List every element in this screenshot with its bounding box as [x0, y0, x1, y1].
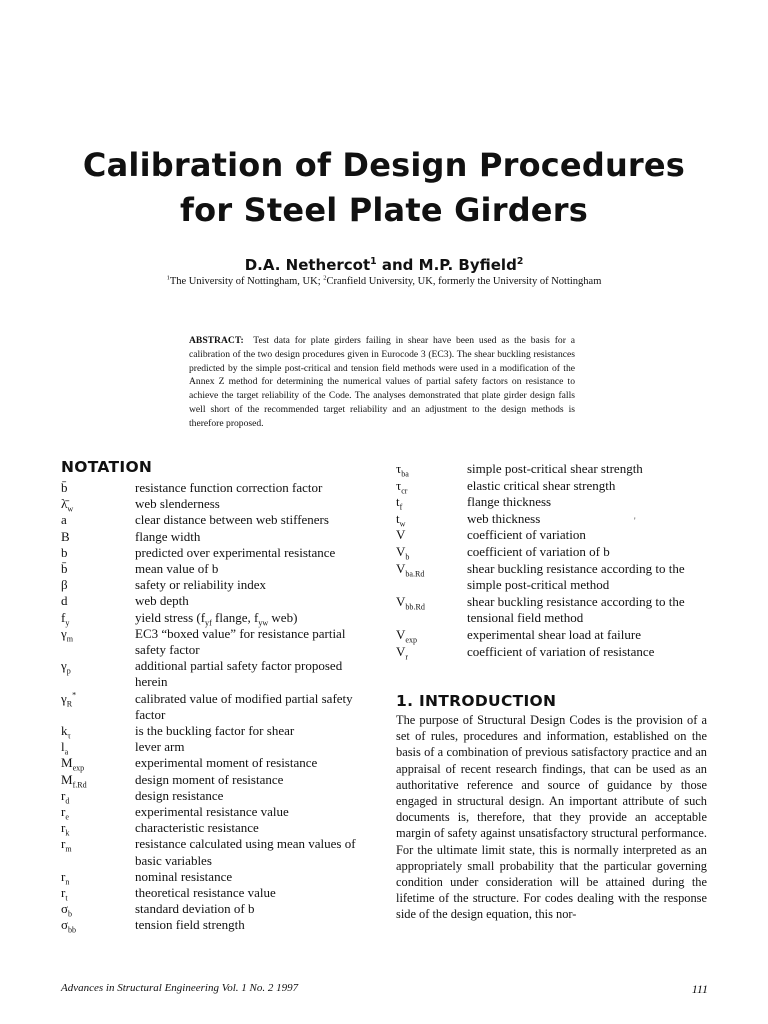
notation-symbol	[61, 561, 68, 577]
symbol-subscript: m	[66, 634, 74, 644]
symbol-subscript: y	[65, 618, 70, 628]
notation-symbol	[396, 644, 408, 660]
symbol-subscript: exp	[405, 635, 418, 645]
notation-definition	[135, 658, 342, 674]
notation-definition	[135, 545, 335, 561]
symbol-base: τ	[396, 461, 402, 476]
abstract-text: Test data for plate girders failing in shear have been used as the basis for a calibration of the two design procedures given in Eurocode 3 (EC3). The shear buckling resistances predicted by the simple post-critical and tension field methods were used in a modification of the Annex Z method for determining the numerical values of partial safety factors on resistance to achieve the target reliability of the Code. The analyses demonstrated that plate girder design falls well short of the recommended target reliability and an adjustment to the design methods is therefore proposed.	[189, 335, 576, 429]
author-conjunction: and	[376, 256, 419, 274]
journal-citation: Advances in Structural Engineering Vol. 1 No. 2 1997	[61, 982, 299, 994]
definition-text: coefficient of variation of resistance	[467, 643, 655, 659]
definition-text: tensional field method	[467, 610, 584, 626]
symbol-base: V	[396, 643, 406, 659]
notation-symbol	[61, 658, 71, 674]
symbol-base: σ	[61, 917, 69, 933]
definition-text: theoretical resistance value	[135, 885, 276, 900]
introduction-heading: 1. INTRODUCTION	[396, 692, 557, 710]
symbol-subscript: w	[399, 519, 406, 529]
notation-definition	[135, 739, 184, 755]
symbol-subscript: k	[65, 828, 70, 838]
definition-text: safety or reliability index	[135, 577, 267, 593]
symbol-base: l	[61, 739, 65, 755]
notation-symbol	[396, 594, 425, 610]
definition-subscript: yw	[258, 618, 269, 628]
notation-definition	[135, 836, 356, 852]
notation-definition	[467, 610, 583, 626]
author-byfield: M.P. Byfield	[418, 256, 517, 274]
notation-symbol	[61, 480, 68, 496]
definition-text: standard deviation of b	[135, 901, 255, 917]
notation-symbol	[61, 772, 87, 788]
notation-symbol	[61, 885, 68, 901]
notation-definition	[467, 644, 654, 660]
symbol-subscript: p	[66, 666, 71, 676]
definition-text: web depth	[135, 593, 189, 609]
symbol-superscript: *	[72, 690, 77, 700]
notation-definition	[467, 544, 610, 560]
notation-symbol	[396, 527, 405, 543]
symbol-base: r	[61, 868, 66, 884]
notation-definition	[467, 478, 615, 494]
symbol-subscript: w	[67, 504, 74, 514]
notation-definition	[135, 674, 167, 690]
author-nethercot: D.A. Nethercot	[244, 256, 371, 274]
notation-definition	[135, 755, 317, 771]
symbol-base: γ	[61, 625, 67, 641]
author-list	[0, 256, 768, 274]
definition-text: simple post-critical shear strength	[467, 461, 643, 476]
notation-symbol	[396, 494, 402, 510]
notation-symbol	[396, 461, 409, 477]
notation-definition	[135, 561, 218, 577]
symbol-subscript: f.Rd	[72, 780, 87, 790]
notation-symbol	[61, 820, 69, 836]
stray-mark: '	[634, 516, 636, 526]
notation-symbol	[61, 869, 69, 885]
symbol-base: V	[396, 593, 406, 609]
affiliation-1-sup: 1	[166, 274, 170, 282]
definition-text: shear buckling resistance according to the	[467, 593, 685, 609]
definition-text: herein	[135, 674, 168, 690]
symbol-subscript: bb.Rd	[405, 602, 425, 612]
notation-definition	[135, 480, 322, 496]
notation-symbol	[61, 917, 76, 933]
notation-symbol	[61, 723, 71, 739]
notation-symbol	[61, 626, 73, 642]
symbol-base: d	[61, 593, 68, 609]
symbol-subscript: b	[68, 909, 73, 919]
notation-definition	[467, 594, 685, 610]
definition-text: design moment of resistance	[135, 771, 284, 787]
abstract	[189, 334, 575, 431]
definition-text: basic variables	[135, 852, 212, 868]
definition-text: design resistance	[135, 787, 224, 803]
symbol-base: a	[61, 512, 67, 528]
symbol-base: γ	[61, 690, 67, 706]
notation-definition	[467, 561, 685, 577]
symbol-base: τ	[396, 477, 402, 493]
notation-definition	[135, 869, 232, 885]
notation-definition	[467, 494, 551, 510]
notation-symbol	[61, 545, 68, 561]
symbol-base: V	[396, 544, 406, 559]
notation-definition	[467, 511, 540, 527]
affiliation-1: The University of Nottingham, UK;	[169, 276, 324, 287]
notation-definition	[135, 788, 223, 804]
notation-definition	[135, 707, 165, 723]
notation-symbol	[61, 788, 69, 804]
symbol-base: r	[61, 836, 66, 852]
notation-definition	[135, 626, 345, 642]
notation-definition	[467, 527, 586, 543]
notation-heading: NOTATION	[61, 458, 153, 476]
notation-symbol	[61, 577, 68, 593]
notation-definition	[135, 804, 289, 820]
notation-definition	[135, 820, 259, 836]
definition-text: coefficient of variation	[467, 527, 586, 543]
notation-definition	[135, 577, 266, 593]
symbol-subscript: b	[405, 552, 410, 562]
symbol-base: β	[61, 577, 68, 593]
abstract-label: ABSTRACT:	[189, 335, 244, 346]
symbol-base: σ	[61, 901, 69, 917]
symbol-subscript: τ	[67, 731, 71, 741]
definition-text: characteristic resistance	[135, 820, 259, 836]
notation-symbol	[61, 529, 70, 545]
symbol-base: t	[396, 510, 400, 526]
symbol-base: λ̄	[61, 496, 68, 512]
symbol-base: b̄	[61, 480, 68, 495]
symbol-subscript: m	[65, 844, 72, 854]
notation-symbol	[396, 544, 409, 560]
notation-definition	[135, 691, 353, 707]
definition-text: resistance function correction factor	[135, 480, 323, 495]
definition-text: simple post-critical method	[467, 577, 610, 593]
definition-text: experimental resistance value	[135, 804, 289, 819]
symbol-base: r	[61, 804, 66, 819]
notation-definition	[467, 461, 643, 477]
symbol-subscript: ba	[401, 469, 409, 479]
symbol-subscript: ba.Rd	[405, 569, 425, 579]
symbol-subscript: bb	[68, 925, 77, 935]
definition-text: mean value of b	[135, 561, 219, 576]
paper-title	[0, 143, 768, 233]
symbol-subscript: r	[405, 652, 409, 662]
notation-definition	[135, 723, 294, 739]
notation-definition	[135, 853, 212, 869]
page-number: 111	[691, 982, 708, 996]
symbol-subscript: R	[66, 699, 73, 709]
symbol-base: γ	[61, 658, 67, 674]
notation-symbol	[396, 627, 417, 643]
definition-text: shear buckling resistance according to the	[467, 560, 685, 576]
notation-definition	[135, 917, 245, 933]
notation-definition	[135, 512, 329, 528]
definition-text: yield stress (f	[135, 609, 206, 625]
notation-symbol	[396, 511, 405, 527]
definition-text: resistance calculated using mean values of	[135, 836, 356, 852]
symbol-subscript: t	[65, 893, 68, 903]
definition-text: web thickness	[467, 510, 541, 526]
symbol-base: M	[61, 771, 73, 787]
definition-subscript: yf	[205, 618, 212, 628]
definition-text: flange thickness	[467, 494, 552, 510]
title-line-2: for Steel Plate Girders	[180, 191, 588, 229]
symbol-subscript: cr	[401, 486, 408, 496]
notation-symbol	[61, 836, 72, 852]
symbol-base: r	[61, 820, 66, 836]
definition-text: tension field strength	[135, 917, 245, 933]
notation-definition	[135, 593, 189, 609]
notation-definition	[135, 496, 220, 512]
notation-definition	[135, 885, 276, 901]
symbol-base: k	[61, 723, 68, 738]
definition-text: additional partial safety factor proposed	[135, 658, 343, 674]
notation-definition	[135, 529, 200, 545]
notation-definition	[135, 772, 283, 788]
affiliation-2-sup: 2	[323, 274, 327, 282]
notation-definition	[135, 610, 297, 626]
definition-text: elastic critical shear strength	[467, 477, 616, 493]
definition-text: lever arm	[135, 739, 185, 755]
definition-text: nominal resistance	[135, 868, 233, 884]
symbol-base: f	[61, 609, 66, 625]
symbol-base: r	[61, 787, 66, 803]
definition-text: factor	[135, 706, 166, 722]
notation-symbol	[61, 593, 68, 609]
notation-symbol	[61, 739, 68, 755]
symbol-base: t	[396, 494, 400, 510]
notation-definition	[467, 577, 609, 593]
notation-symbol	[61, 512, 67, 528]
definition-text: predicted over experimental resistance	[135, 544, 336, 560]
notation-symbol	[61, 496, 73, 512]
definition-text: EC3 “boxed value” for resistance partial	[135, 625, 346, 641]
symbol-base: b̄	[61, 561, 68, 576]
notation-symbol	[396, 561, 424, 577]
definition-text: is the buckling factor for shear	[135, 723, 295, 738]
symbol-subscript: a	[64, 747, 69, 757]
definition-text: coefficient of variation of b	[467, 544, 610, 559]
author-1-sup: 1	[370, 256, 377, 267]
title-line-1: Calibration of Design Procedures	[82, 146, 686, 184]
notation-symbol	[61, 610, 69, 626]
definition-text: web slenderness	[135, 496, 220, 512]
definition-text: flange width	[135, 528, 201, 544]
symbol-base: r	[61, 885, 66, 900]
symbol-base: B	[61, 528, 70, 544]
symbol-base: V	[396, 527, 406, 543]
symbol-base: M	[61, 755, 73, 771]
notation-symbol	[61, 755, 84, 771]
definition-text: experimental moment of resistance	[135, 755, 318, 771]
notation-definition	[135, 642, 200, 658]
symbol-subscript: f	[399, 502, 403, 512]
notation-symbol	[61, 691, 76, 707]
notation-symbol	[396, 478, 408, 494]
symbol-subscript: d	[65, 796, 70, 806]
definition-text: web)	[268, 609, 298, 625]
definition-text: flange, f	[211, 609, 259, 625]
symbol-subscript: n	[65, 877, 70, 887]
symbol-base: V	[396, 627, 406, 642]
notation-symbol	[61, 901, 72, 917]
symbol-base: V	[396, 560, 406, 576]
notation-definition	[135, 901, 255, 917]
definition-text: safety factor	[135, 642, 200, 657]
symbol-base: b	[61, 544, 68, 560]
introduction-body: The purpose of Structural Design Codes is the provision of a set of rules, procedures and information, established on the basis of a combination of previous satisfactory practice and an appraisal of recent research findings, that can be used as an authoritative reference and source of guidance by those engaged in structural design. An important attribute of such documents is, therefore, that they provide an acceptable margin of safety against unsatisfactory structural performance. For the ultimate limit state, this is normally interpreted as an appropriately small probability that the particular governing condition under consideration will be attained during the lifetime of the structure. For codes dealing with the response side of the design equation, this nor-	[396, 713, 707, 922]
affiliations	[0, 276, 768, 287]
author-2-sup: 2	[516, 256, 524, 267]
definition-text: experimental shear load at failure	[467, 627, 641, 642]
notation-definition	[467, 627, 641, 643]
affiliation-2: Cranfield University, UK, formerly the University of Nottingham	[326, 276, 602, 287]
notation-symbol	[61, 804, 69, 820]
symbol-subscript: e	[65, 812, 69, 822]
definition-text: calibrated value of modified partial safety	[135, 690, 353, 706]
definition-text: clear distance between web stiffeners	[135, 512, 329, 528]
symbol-subscript: exp	[72, 763, 85, 773]
